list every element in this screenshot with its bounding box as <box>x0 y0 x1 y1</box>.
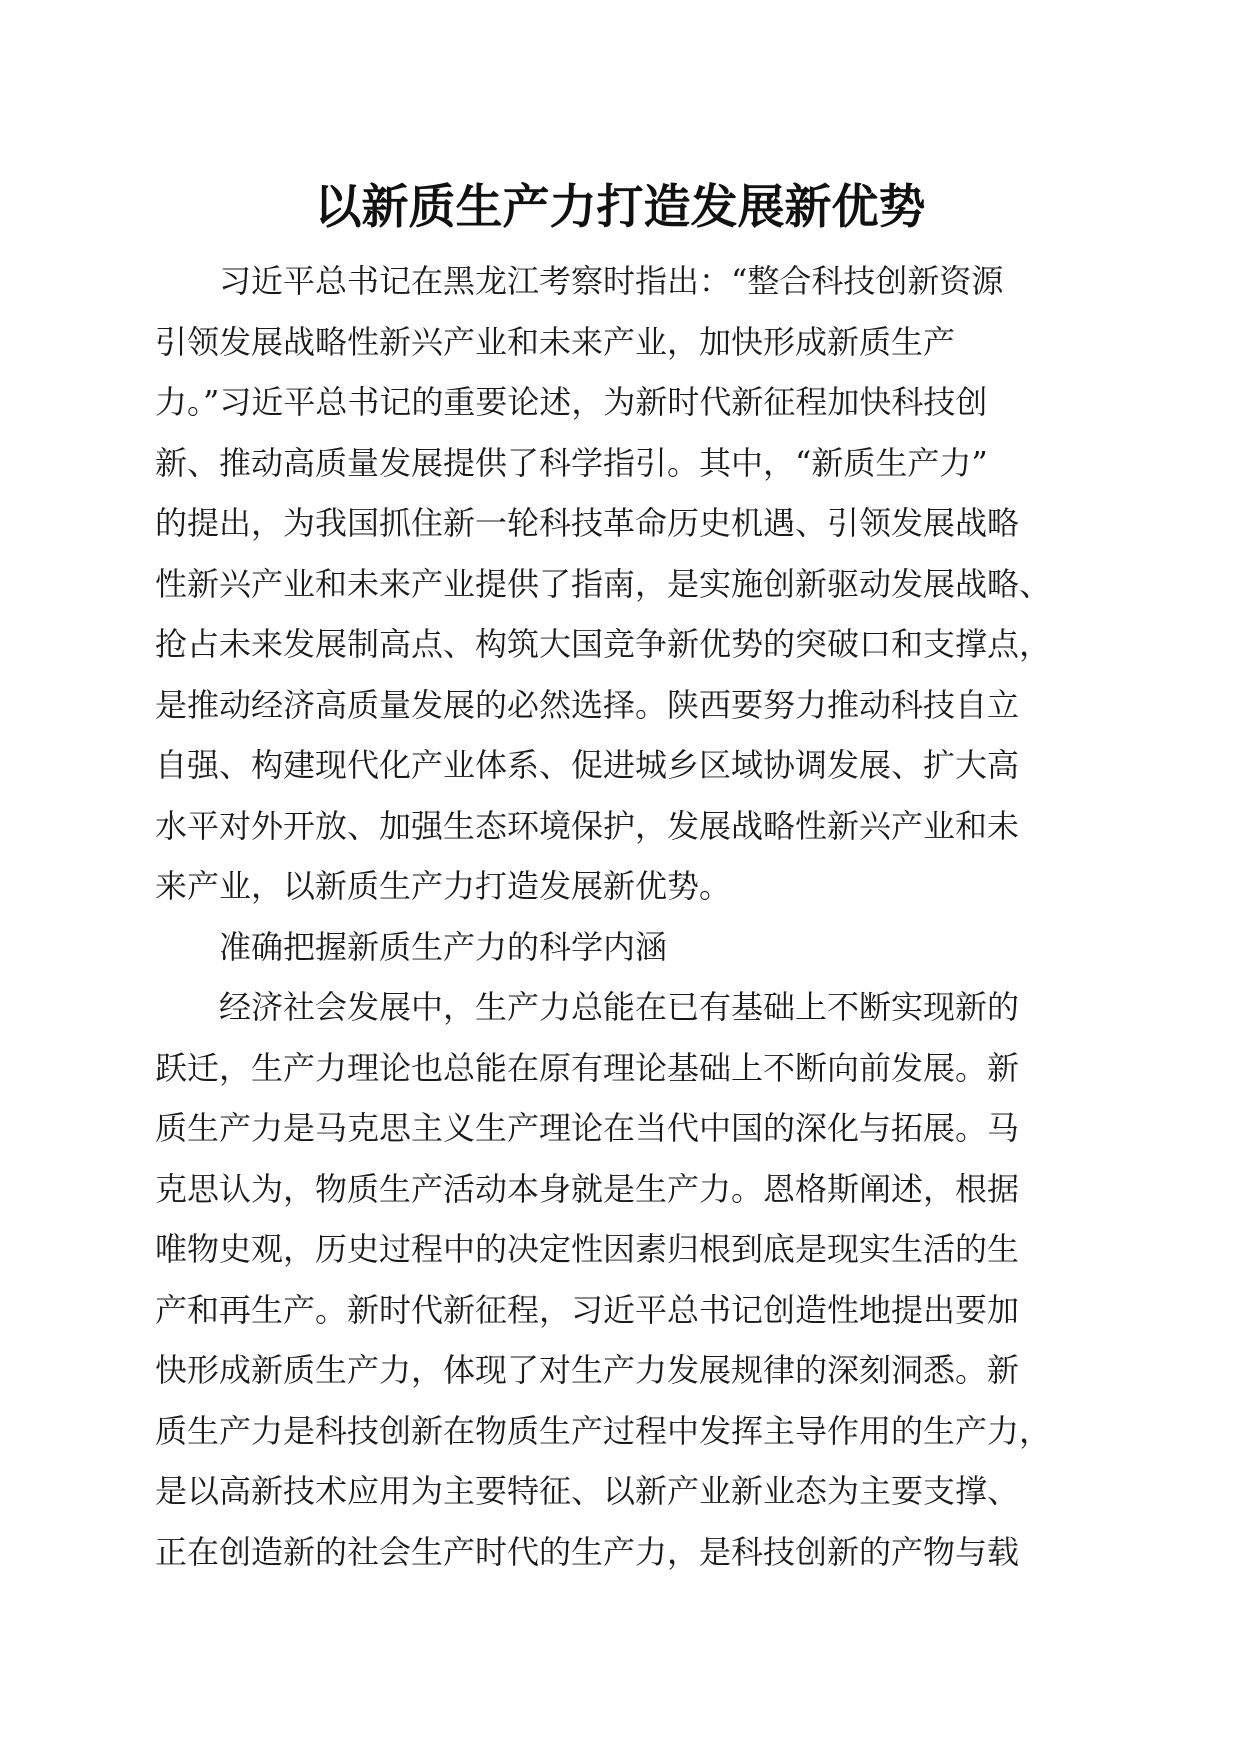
document-title: 以新质生产力打造发展新优势 <box>314 180 926 235</box>
text-line: 跃迁，生产力理论也总能在原有理论基础上不断向前发展。新 <box>155 1048 1020 1087</box>
text-line: 来产业，以新质生产力打造发展新优势。 <box>155 867 732 905</box>
section-heading: 准确把握新质生产力的科学内涵 <box>155 927 668 966</box>
text-line: 新、推动高质量发展提供了科学指引。其中，“新质生产力” <box>155 443 988 482</box>
text-line: 力。”习近平总书记的重要论述，为新时代新征程加快科技创 <box>155 383 988 421</box>
text-line: 习近平总书记在黑龙江考察时指出：“整合科技创新资源 <box>155 262 1004 300</box>
text-line: 正在创造新的社会生产时代的生产力，是科技创新的产物与载 <box>155 1532 1020 1571</box>
text-line: 自强、构建现代化产业体系、促进城乡区域协调发展、扩大高 <box>155 746 1020 784</box>
text-line: 质生产力是马克思主义生产理论在当代中国的深化与拓展。马 <box>155 1109 1020 1147</box>
text-line: 引领发展战略性新兴产业和未来产业，加快形成新质生产 <box>155 322 956 361</box>
text-line: 是以高新技术应用为主要特征、以新产业新业态为主要支撑、 <box>155 1472 1020 1510</box>
text-line: 产和再生产。新时代新征程，习近平总书记创造性地提出要加 <box>155 1290 1020 1329</box>
text-line: 快形成新质生产力，体现了对生产力发展规律的深刻洞悉。新 <box>155 1351 1020 1389</box>
text-line: 水平对外开放、加强生态环境保护，发展战略性新兴产业和未 <box>155 806 1020 845</box>
text-line: 唯物史观，历史过程中的决定性因素归根到底是现实生活的生 <box>155 1230 1020 1268</box>
text-line: 质生产力是科技创新在物质生产过程中发挥主导作用的生产力， <box>155 1411 1052 1450</box>
text-line: 克思认为，物质生产活动本身就是生产力。恩格斯阐述，根据 <box>155 1169 1020 1208</box>
text-line: 性新兴产业和未来产业提供了指南，是实施创新驱动发展战略、 <box>155 564 1052 603</box>
text-line: 的提出，为我国抓住新一轮科技革命历史机遇、引领发展战略 <box>155 504 1020 542</box>
text-line: 经济社会发展中，生产力总能在已有基础上不断实现新的 <box>155 988 1020 1026</box>
text-line: 抢占未来发展制高点、构筑大国竞争新优势的突破口和支撑点， <box>155 625 1052 663</box>
document-body <box>155 251 1085 1582</box>
text-line: 是推动经济高质量发展的必然选择。陕西要努力推动科技自立 <box>155 685 1020 724</box>
